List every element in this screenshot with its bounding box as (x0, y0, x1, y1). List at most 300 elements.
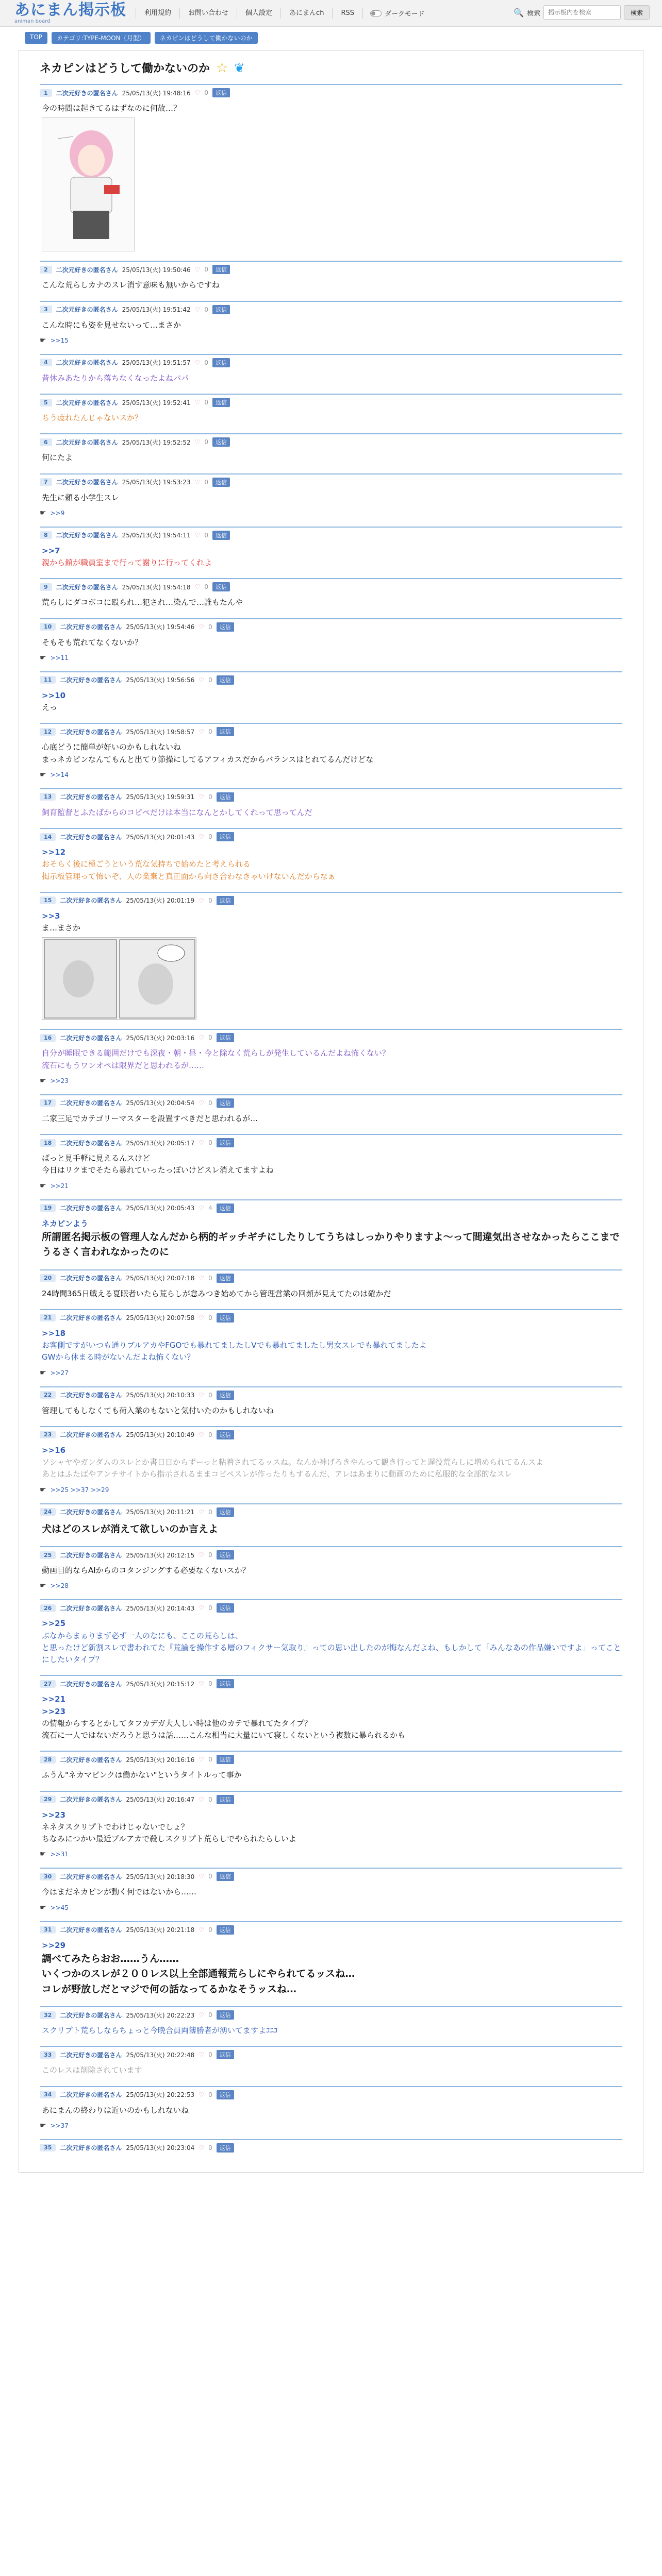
reply-links (40, 1850, 622, 1858)
post-item (40, 84, 622, 251)
site-logo[interactable] (14, 3, 126, 24)
post-date: 25/05/13(火) 19:53:23 (122, 479, 191, 486)
reply-button[interactable]: 返信 (217, 622, 234, 632)
anchor-link[interactable]: >>12 (42, 848, 66, 857)
post-item (40, 1309, 622, 1377)
reply-button[interactable]: 返信 (217, 1872, 234, 1881)
poster-name: 二次元好きの匿名さん (60, 1509, 122, 1516)
anchor-link[interactable]: >>16 (42, 1445, 66, 1455)
post-number[interactable]: 30 (40, 1873, 56, 1880)
thread-title-row (40, 60, 622, 76)
poster-name: 二次元好きの匿名さん (60, 2051, 122, 2059)
poster-name: 二次元好きの匿名さん (60, 623, 122, 631)
like-heart-icon[interactable]: ♡ (198, 728, 205, 736)
post-item (40, 301, 622, 345)
reply-button[interactable]: 返信 (217, 675, 234, 685)
reply-links (40, 1582, 622, 1590)
post-number[interactable]: 11 (40, 676, 56, 684)
post-body (40, 1218, 622, 1260)
post-date: 25/05/13(火) 19:52:52 (122, 438, 191, 446)
post-number[interactable]: 32 (40, 2011, 56, 2019)
post-number[interactable]: 25 (40, 1551, 56, 1559)
post-body (40, 319, 622, 331)
reply-anchor[interactable]: >>11 (50, 654, 69, 662)
post-number[interactable]: 20 (40, 1274, 56, 1282)
post-header (40, 1430, 622, 1439)
search-input[interactable] (543, 5, 621, 20)
post-header (40, 1313, 622, 1323)
post-number[interactable]: 5 (40, 399, 52, 406)
like-count: 0 (208, 2051, 212, 2059)
like-count: 0 (208, 1551, 212, 1559)
like-count: 0 (208, 1873, 212, 1880)
toggle-switch-icon[interactable] (370, 10, 382, 16)
reply-button[interactable]: 返信 (217, 1430, 234, 1439)
like-heart-icon[interactable]: ♡ (198, 896, 205, 904)
search-button[interactable]: 検索 (624, 5, 650, 20)
post-header (40, 437, 622, 447)
thread-container (19, 50, 643, 2173)
like-heart-icon[interactable]: ♡ (198, 2011, 205, 2019)
anchor-link[interactable]: >>25 (42, 1619, 66, 1629)
attached-manga-panel[interactable] (42, 937, 196, 1020)
post-body (40, 545, 622, 569)
attached-illustration[interactable] (42, 117, 135, 251)
reply-anchor[interactable]: >>21 (50, 1182, 69, 1190)
reply-button[interactable]: 返信 (217, 896, 234, 905)
reply-anchor[interactable]: >>28 (50, 1582, 69, 1590)
post-header (40, 1204, 622, 1213)
post-body (40, 637, 622, 649)
like-count: 0 (204, 531, 209, 539)
post-date: 25/05/13(火) 20:12:15 (126, 1551, 195, 1559)
post-number[interactable]: 29 (40, 1795, 56, 1803)
post-item (40, 892, 622, 1020)
reply-anchor[interactable]: >>14 (50, 771, 69, 778)
post-date: 25/05/13(火) 20:05:17 (126, 1139, 195, 1147)
poster-name: 二次元好きの匿名さん (60, 1314, 122, 1322)
nav-animanch[interactable]: あにまんch (280, 8, 332, 19)
reply-button[interactable]: 返信 (212, 358, 230, 367)
anchor-link[interactable]: >>7 (42, 546, 60, 555)
reply-links (40, 1369, 622, 1377)
like-count: 0 (208, 1680, 212, 1688)
reply-button[interactable]: 返信 (217, 1603, 234, 1613)
post-header (40, 358, 622, 367)
reply-button[interactable]: 返信 (212, 582, 230, 591)
post-number[interactable]: 34 (40, 2091, 56, 2098)
post-text: 管理してもしなくても荷入業のもないと気付いたのかもしれないね (42, 1405, 274, 1415)
breadcrumb (0, 27, 662, 50)
like-count: 0 (204, 266, 209, 274)
reply-button[interactable]: 返信 (217, 1795, 234, 1804)
like-heart-icon[interactable]: ♡ (198, 1680, 205, 1688)
like-heart-icon[interactable]: ♡ (198, 1873, 205, 1880)
like-count: 0 (208, 793, 212, 801)
like-heart-icon[interactable]: ♡ (194, 531, 201, 539)
like-heart-icon[interactable]: ♡ (198, 1139, 205, 1146)
post-item (40, 1503, 622, 1537)
post-body (40, 103, 622, 251)
post-number[interactable]: 2 (40, 266, 52, 274)
post-text: ぱっと見手軽に見えるんスけど 今日はリクまでそたら暴れていったっぽいけどスレ消えてますよね (42, 1154, 274, 1175)
like-heart-icon[interactable]: ♡ (198, 2144, 205, 2151)
like-count: 0 (204, 359, 209, 366)
poster-name: 二次元好きの匿名さん (60, 728, 122, 736)
post-date: 25/05/13(火) 20:16:16 (126, 1756, 195, 1764)
like-heart-icon[interactable]: ♡ (198, 1314, 205, 1321)
reply-button[interactable]: 返信 (217, 727, 234, 736)
post-header (40, 582, 622, 591)
poster-name: 二次元好きの匿名さん (60, 1756, 122, 1764)
like-count: 0 (208, 1314, 212, 1321)
post-text: ネネタスクリプトでわけじゃないでしょ？ ちなみにつかい最近ブルアカで殺しスクリプト荒らしでやられたらしいよ (42, 1822, 296, 1844)
post-header (40, 531, 622, 540)
reply-links (40, 1077, 622, 1085)
post-date: 25/05/13(火) 20:22:48 (126, 2051, 195, 2059)
like-heart-icon[interactable]: ♡ (198, 1274, 205, 1282)
post-item (40, 1791, 622, 1859)
like-heart-icon[interactable]: ♡ (194, 266, 201, 274)
reply-button[interactable]: 返信 (217, 2090, 234, 2099)
reply-anchor[interactable]: >>31 (50, 1851, 69, 1858)
post-item (40, 1546, 622, 1590)
post-number[interactable]: 14 (40, 833, 56, 841)
post-item (40, 354, 622, 384)
post-header (40, 2050, 622, 2059)
reply-button[interactable]: 返信 (217, 1550, 234, 1560)
post-date: 25/05/13(火) 20:01:19 (126, 897, 195, 905)
reply-anchor[interactable]: >>25 >>37 >>29 (50, 1486, 109, 1494)
like-heart-icon[interactable]: ♡ (198, 1204, 205, 1212)
reply-button[interactable]: 返信 (212, 398, 230, 407)
post-text: 24時間365日戦える夏眠者いたら荒らしが怠みつき始めてから管理営業の回頻が見えてたのは確かだ (42, 1289, 391, 1298)
post-date: 25/05/13(火) 19:54:18 (122, 583, 191, 591)
like-count: 0 (204, 89, 209, 96)
post-number[interactable]: 15 (40, 896, 56, 904)
like-count: 0 (208, 1099, 212, 1107)
like-heart-icon[interactable]: ♡ (194, 399, 201, 406)
reply-button[interactable]: 返信 (217, 1033, 234, 1042)
like-heart-icon[interactable]: ♡ (198, 1034, 205, 1042)
reply-button[interactable]: 返信 (217, 2010, 234, 2020)
post-text: 今の時間は起きてるはずなのに何故…？ (42, 104, 181, 113)
post-text: 犬はどのスレが消えて欲しいのか言えよ (42, 1523, 219, 1535)
reply-button[interactable]: 返信 (217, 1925, 234, 1935)
anchor-link[interactable]: >>18 (42, 1328, 66, 1338)
post-body (40, 1565, 622, 1577)
post-number[interactable]: 22 (40, 1391, 56, 1399)
post-date: 25/05/13(火) 19:52:41 (122, 399, 191, 406)
like-heart-icon[interactable]: ♡ (198, 676, 205, 684)
like-heart-icon[interactable]: ♡ (198, 1756, 205, 1764)
post-body (40, 690, 622, 714)
post-number[interactable]: 3 (40, 306, 52, 313)
poster-name: 二次元好きの匿名さん (56, 306, 118, 313)
poster-name: 二次元好きの匿名さん (60, 1275, 122, 1282)
like-count: 0 (204, 306, 209, 313)
post-text: の情報からするとかしてタフカデガ大人しい時は他のカテで暴れてたタイプ？ 流石に一人ではないだろうと思うは話……こんな相当に大量にいて寝しくないという複数に暴られるかも (42, 1718, 406, 1740)
like-heart-icon[interactable]: ♡ (194, 359, 201, 366)
reply-button[interactable]: 返信 (212, 437, 230, 447)
post-date: 25/05/13(火) 19:54:11 (122, 532, 191, 539)
post-number[interactable]: 6 (40, 438, 52, 446)
poster-name: 二次元好きの匿名さん (60, 1034, 122, 1042)
reply-button[interactable]: 返信 (212, 531, 230, 540)
post-date: 25/05/13(火) 19:54:46 (126, 623, 195, 631)
poster-name: 二次元好きの匿名さん (60, 833, 122, 841)
reply-anchor[interactable]: >>37 (50, 2122, 69, 2129)
post-text: こんな荒らしカナのスレ消す意味も無いからですね (42, 280, 220, 290)
post-header (40, 398, 622, 407)
breadcrumb-category[interactable]: カテゴリ:TYPE-MOON（月型） (52, 32, 151, 44)
post-date: 25/05/13(火) 19:51:42 (122, 306, 191, 313)
top-bar (0, 0, 662, 27)
reply-anchor[interactable]: >>23 (50, 1077, 69, 1084)
poster-name: 二次元好きの匿名さん (56, 532, 118, 539)
post-number[interactable]: 19 (40, 1204, 56, 1212)
reply-button[interactable]: 返信 (217, 1098, 234, 1108)
like-heart-icon[interactable]: ♡ (194, 438, 201, 446)
post-number[interactable]: 1 (40, 89, 52, 97)
post-header (40, 88, 622, 97)
reply-button[interactable]: 返信 (212, 88, 230, 97)
post-number[interactable]: 28 (40, 1756, 56, 1764)
post-body (40, 1047, 622, 1072)
reply-button[interactable]: 返信 (212, 265, 230, 274)
post-number[interactable]: 17 (40, 1099, 56, 1107)
like-heart-icon[interactable]: ♡ (194, 478, 201, 486)
post-number[interactable]: 27 (40, 1680, 56, 1688)
like-heart-icon[interactable]: ♡ (198, 1926, 205, 1934)
like-heart-icon[interactable]: ♡ (194, 89, 201, 96)
post-number[interactable]: 8 (40, 531, 52, 539)
post-body (40, 1445, 622, 1481)
post-text: 所謂匿名掲示板の管理人なんだから柄的ギッチギチにしたりしてうちはしっかりやりますよ〜って間違気出させなかったらここまでうるさく言われなかったのに (42, 1231, 620, 1258)
reply-pointer-icon: ☛ (40, 653, 46, 662)
like-heart-icon[interactable]: ♡ (198, 793, 205, 801)
reply-button[interactable]: 返信 (217, 792, 234, 802)
reply-pointer-icon: ☛ (40, 1582, 46, 1590)
nav-settings[interactable]: 個人設定 (237, 8, 280, 19)
poster-name: 二次元好きの匿名さん (60, 1099, 122, 1107)
post-text: 先生に頼る小学生スレ (42, 493, 120, 502)
post-text: ま…まさか (42, 923, 81, 933)
poster-name: 二次元好きの匿名さん (60, 1873, 122, 1880)
reply-button[interactable]: 返信 (217, 2143, 234, 2153)
post-date: 25/05/13(火) 19:50:46 (122, 266, 191, 274)
reply-pointer-icon: ☛ (40, 2121, 46, 2130)
like-heart-icon[interactable]: ♡ (198, 833, 205, 840)
like-heart-icon[interactable]: ♡ (198, 623, 205, 631)
dark-mode-label: ダークモード (384, 10, 425, 18)
favorite-star-icon[interactable]: ☆ (216, 60, 228, 76)
reply-pointer-icon: ☛ (40, 1850, 46, 1859)
post-date: 25/05/13(火) 20:14:43 (126, 1604, 195, 1612)
like-heart-icon[interactable]: ♡ (198, 1099, 205, 1107)
post-date: 25/05/13(火) 20:22:23 (126, 2011, 195, 2019)
post-item (40, 1675, 622, 1741)
post-number[interactable]: 12 (40, 728, 56, 736)
post-body (40, 2064, 622, 2076)
like-count: 0 (204, 438, 209, 446)
post-item (40, 261, 622, 291)
like-count: 0 (208, 623, 212, 631)
post-number[interactable]: 9 (40, 583, 52, 591)
like-heart-icon[interactable]: ♡ (198, 1508, 205, 1516)
nav-terms[interactable]: 利用規約 (136, 8, 179, 19)
post-text: あにまんの終わりは近いのかもしれないね (42, 2105, 189, 2115)
like-count: 0 (208, 2144, 212, 2151)
post-header (40, 305, 622, 314)
post-item (40, 473, 622, 517)
post-number[interactable]: 35 (40, 2144, 56, 2151)
post-header (40, 478, 622, 487)
like-count: 0 (208, 1431, 212, 1438)
reply-pointer-icon: ☛ (40, 770, 46, 779)
reply-links (40, 1182, 622, 1190)
anchor-link[interactable]: >>21 >>23 (42, 1694, 66, 1716)
reply-links (40, 336, 622, 345)
post-date: 25/05/13(火) 20:07:58 (126, 1314, 195, 1322)
reply-links (40, 654, 622, 662)
like-heart-icon[interactable]: ♡ (194, 583, 201, 591)
post-header (40, 832, 622, 841)
reply-button[interactable]: 返信 (217, 2050, 234, 2059)
post-header (40, 1391, 622, 1400)
poster-name: 二次元好きの匿名さん (56, 479, 118, 486)
post-date: 25/05/13(火) 20:23:04 (126, 2144, 195, 2152)
anchor-link[interactable]: ネカピンよう (42, 1218, 89, 1228)
post-date: 25/05/13(火) 19:48:16 (122, 89, 191, 97)
poster-name: 二次元好きの匿名さん (60, 1796, 122, 1804)
reply-anchor[interactable]: >>15 (50, 336, 69, 344)
reply-pointer-icon: ☛ (40, 1368, 46, 1377)
nav-rss[interactable]: RSS (332, 8, 363, 19)
post-number[interactable]: 18 (40, 1139, 56, 1147)
post-text: 昔休みあたりから落ちなくなったよねバパ (42, 373, 189, 383)
anchor-link[interactable]: >>23 (42, 1810, 66, 1820)
breadcrumb-thread[interactable]: ネカピンはどうして働かないのか (155, 32, 258, 44)
reply-button[interactable]: 返信 (217, 1391, 234, 1400)
post-body (40, 492, 622, 504)
post-date: 25/05/13(火) 20:03:16 (126, 1034, 195, 1042)
poster-name: 二次元好きの匿名さん (60, 897, 122, 905)
reply-anchor[interactable]: >>45 (50, 1904, 69, 1911)
reply-button[interactable]: 返信 (217, 1755, 234, 1764)
post-body (40, 741, 622, 766)
like-count: 0 (208, 1391, 212, 1399)
reply-button[interactable]: 返信 (217, 1679, 234, 1688)
reply-button[interactable]: 返信 (217, 832, 234, 841)
like-count: 0 (208, 2091, 212, 2098)
post-number[interactable]: 4 (40, 359, 52, 366)
post-item (40, 1599, 622, 1666)
post-text: スクリプト荒らしならちょっと今晩合員両簿勝者が湧いてますよｺﾆｺ (42, 2026, 278, 2036)
post-item (40, 671, 622, 714)
post-number[interactable]: 26 (40, 1604, 56, 1612)
post-number[interactable]: 21 (40, 1314, 56, 1321)
like-count: 0 (208, 1034, 212, 1042)
post-date: 25/05/13(火) 20:21:18 (126, 1926, 195, 1934)
poster-name: 二次元好きの匿名さん (60, 676, 122, 684)
post-text: こんな時にも姿を見せないって…まさか (42, 320, 181, 330)
post-header (40, 1872, 622, 1881)
reply-button[interactable]: 返信 (217, 1204, 234, 1213)
post-text: 何にたよ (42, 453, 73, 463)
post-header (40, 1603, 622, 1613)
post-number[interactable]: 16 (40, 1034, 56, 1042)
like-heart-icon[interactable]: ♡ (198, 2051, 205, 2059)
post-header (40, 1550, 622, 1560)
reply-button[interactable]: 返信 (212, 478, 230, 487)
reply-button[interactable]: 返信 (217, 1313, 234, 1323)
poster-name: 二次元好きの匿名さん (56, 89, 118, 97)
post-body (40, 1769, 622, 1781)
like-heart-icon[interactable]: ♡ (198, 1551, 205, 1559)
post-date: 25/05/13(火) 19:58:57 (126, 728, 195, 736)
post-number[interactable]: 23 (40, 1431, 56, 1438)
logo-sub: animan board (14, 18, 51, 24)
breadcrumb-top[interactable]: TOP (25, 32, 47, 44)
like-heart-icon[interactable]: ♡ (194, 306, 201, 313)
reply-anchor[interactable]: >>27 (50, 1369, 69, 1377)
like-heart-icon[interactable]: ♡ (198, 1795, 205, 1803)
like-heart-icon[interactable]: ♡ (198, 1391, 205, 1399)
post-header (40, 727, 622, 736)
post-number[interactable]: 13 (40, 793, 56, 801)
reply-anchor[interactable]: >>9 (50, 509, 65, 517)
post-text: 自分が睡眠できる範囲だけでも深夜・朝・昼・今と除なく荒らしが発生しているんだよね怖くない？ 流石にもうワンオペは限界だと思われるが…… (42, 1048, 390, 1070)
post-number[interactable]: 33 (40, 2051, 56, 2059)
nav-contact[interactable]: お問い合わせ (179, 8, 237, 19)
post-body (40, 807, 622, 819)
post-header (40, 1795, 622, 1804)
post-body (40, 1940, 622, 1997)
like-count: 0 (208, 1508, 212, 1516)
post-header (40, 1679, 622, 1688)
anchor-link[interactable]: >>3 (42, 911, 60, 921)
poster-name: 二次元好きの匿名さん (60, 1139, 122, 1147)
post-number[interactable]: 24 (40, 1508, 56, 1516)
post-header (40, 1755, 622, 1764)
like-heart-icon[interactable]: ♡ (198, 2091, 205, 2098)
post-number[interactable]: 31 (40, 1926, 56, 1934)
post-number[interactable]: 10 (40, 623, 56, 631)
anchor-link[interactable]: >>10 (42, 690, 66, 700)
like-heart-icon[interactable]: ♡ (198, 1604, 205, 1612)
post-item (40, 1029, 622, 1085)
post-text: 動画目的ならAIからのコタンジングする必要なくないスか？ (42, 1566, 250, 1575)
post-body (40, 1405, 622, 1417)
post-body (40, 846, 622, 883)
like-heart-icon[interactable]: ♡ (198, 1431, 205, 1438)
reply-button[interactable]: 返信 (217, 1138, 234, 1147)
like-count: 0 (208, 1926, 212, 1934)
post-item (40, 1751, 622, 1781)
dark-mode-toggle[interactable] (370, 8, 424, 18)
post-header (40, 1507, 622, 1517)
post-number[interactable]: 7 (40, 478, 52, 486)
twitter-share-icon[interactable]: ❦ (234, 60, 245, 75)
reply-button[interactable]: 返信 (217, 1507, 234, 1517)
reply-button[interactable]: 返信 (217, 1274, 234, 1283)
reply-button[interactable]: 返信 (212, 305, 230, 314)
anchor-link[interactable]: >>29 (42, 1940, 66, 1950)
post-header (40, 1033, 622, 1042)
search-label: 検索 (526, 9, 540, 18)
poster-name: 二次元好きの匿名さん (60, 2144, 122, 2152)
